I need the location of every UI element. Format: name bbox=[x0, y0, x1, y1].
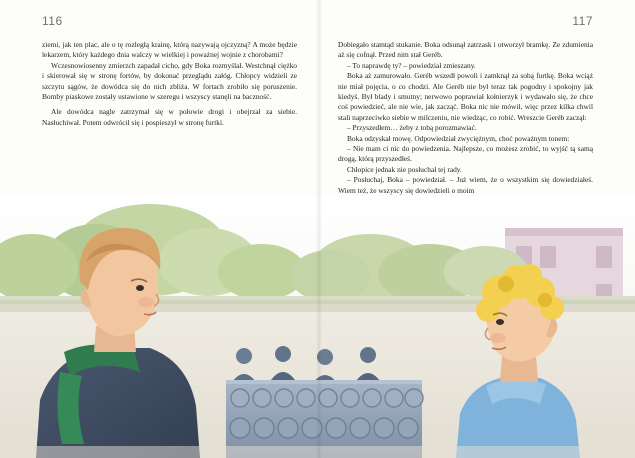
page-number-left: 116 bbox=[42, 14, 63, 28]
paragraph: – Posłuchaj, Boka – powiedział. – Już wiem, że o wszystkim się dowiedziałeś. Wiem też, że wszyscy się dowiedzieli o moim bbox=[338, 175, 593, 195]
boy-right bbox=[456, 264, 580, 458]
paragraph: Ale dowódca nagle zatrzymał się w połowie drogi i obejrzał za siebie. Nasłuchiwał. Potem odwrócił się i pospieszył w stronę furtki. bbox=[42, 107, 297, 127]
building-right bbox=[505, 228, 623, 368]
paragraph: – To naprawdę ty? – powiedział zmieszany. bbox=[347, 60, 476, 70]
paragraph: Dobiegało stamtąd stukanie. Boka odsunął zatrzask i otworzył bramkę. Ze zdumienia aż się cofnął. Przed nim stał Geréb. bbox=[338, 40, 593, 60]
boy-left bbox=[36, 228, 200, 458]
paragraph: Boka aż zamurowało. Geréb wszedł powoli i zamknął za sobą furtkę. Boka wciąż nie miał pojęcia, o co chodzi. Ale Geréb nie był teraz tak pogodny i spokojny jak kiedyś. Był blady i smutny; nerwowo poprawiał kołnierzyk i wydawało się, że chce coś powiedzieć, ale nie wie, jak zacząć. Boka nic nie mówił, więc przez kilka chwil stali naprzeciwko siebie w milczeniu, nie wiedząc, co robić. Wreszcie Geréb zaczął: bbox=[338, 71, 593, 122]
paragraph: ziemi, jak ten plac, ale o tę rozległą krainę, którą nazywają ojczyzną? A może będzie lekarzem, który każdego dnia walczy w wielkiej i poważnej wojnie z chorobami? bbox=[42, 40, 297, 60]
distant-boys bbox=[232, 346, 380, 383]
paragraph: Chłopice jednak nie posłuchał tej rady. bbox=[347, 164, 462, 174]
foliage-left bbox=[0, 204, 306, 302]
foliage-right bbox=[290, 234, 528, 304]
wood-stack bbox=[226, 380, 423, 458]
right-page-text bbox=[338, 40, 593, 196]
left-page-text bbox=[42, 40, 297, 128]
page-number-right: 117 bbox=[572, 14, 593, 28]
paragraph: Wczesnowiosenny zmierzch zapadał cicho, gdy Boka rozmyślał. Westchnął ciężko i skierował się w stronę fortów, by dokonać przeglądu załóg. Chłopcy widzieli ze szczytu sągów, że dowódca się do nich zbliża. W fortach zrobiło się poruszenie. Bomby piaskowe zostały ustawione w szeregu i wszyscy stanęli na baczność. bbox=[42, 60, 297, 102]
page-gutter bbox=[316, 0, 322, 458]
paragraph: – Nie mam ci nic do powiedzenia. Najlepsze, co możesz zrobić, to wyjść tą samą drogą, którą przyszedłeś. bbox=[338, 144, 593, 164]
paragraph: – Przyszedłem… żeby z tobą porozmawiać. bbox=[347, 123, 477, 133]
paragraph: Boka odzyskał mowę. Odpowiedział zwyciężnym, choć poważnym tonem: bbox=[347, 133, 570, 143]
